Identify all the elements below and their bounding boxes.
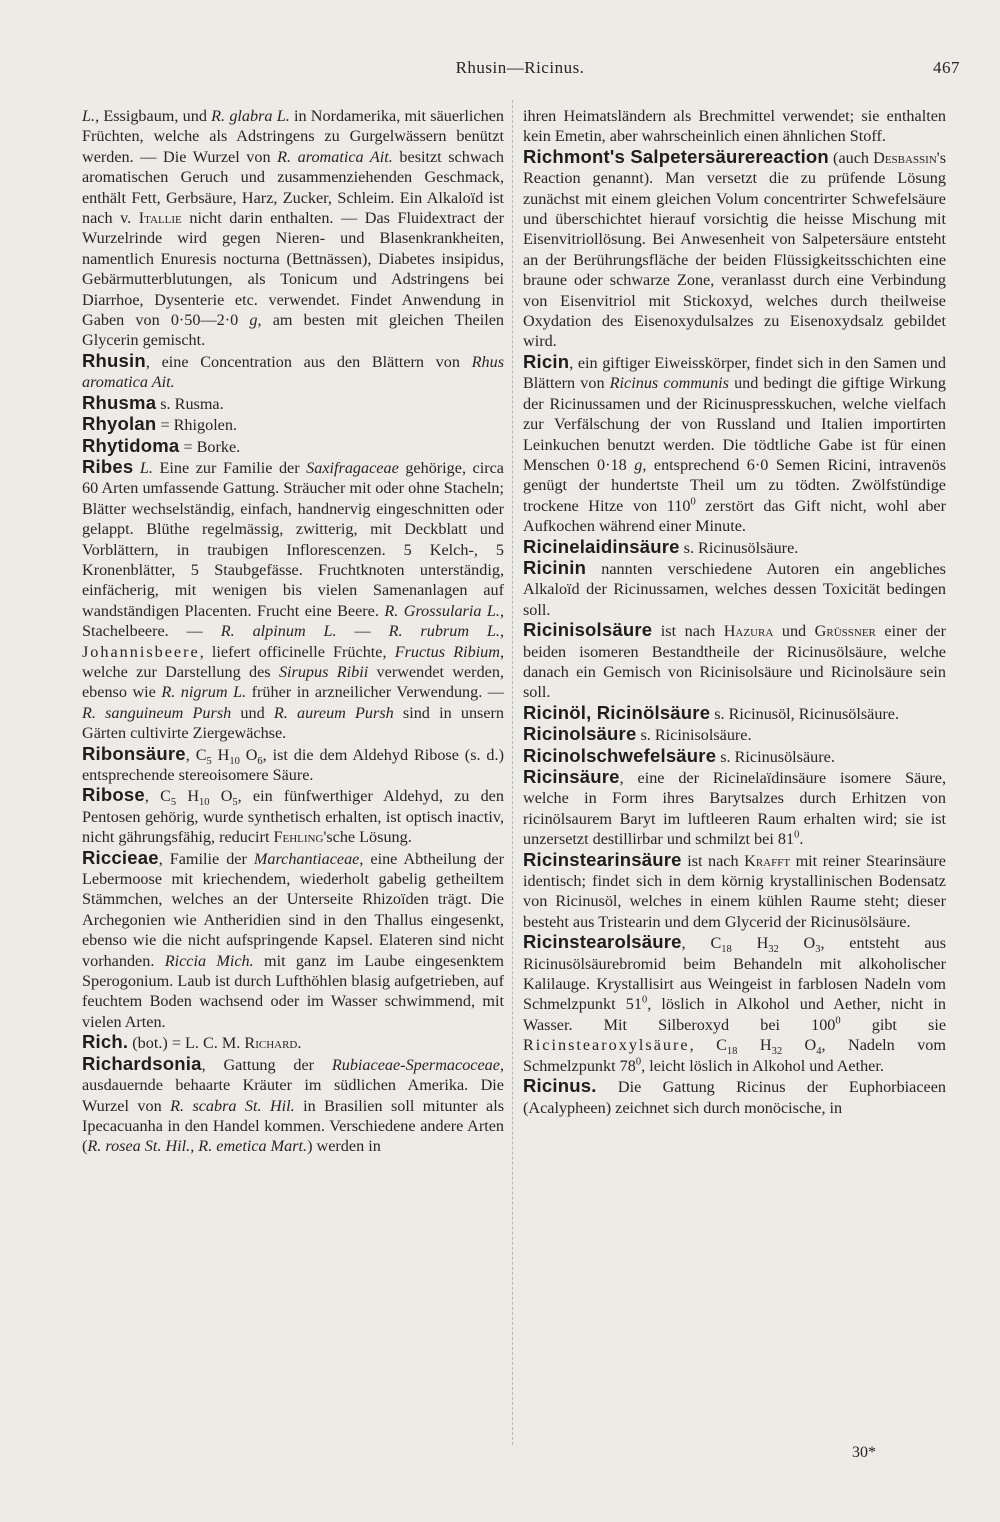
headword: Ricinstearinsäure [523, 848, 682, 870]
entry-ricinus: Ricinus. Die Gattung Ricinus der Euphorbiaceen (Acalypheen) zeichnet sich durch monöcische, in [523, 1075, 946, 1117]
entry-ribose: Ribose, $C_5$ $H_{10}$ $O_5$, ein fünfwerthiger Aldehyd, zu den Pentosen gehörig, wurde synthetisch erhalten, ist optisch inactiv, nicht gährungsfähig, reducirt Fehling'sche Lösung. [82, 784, 504, 847]
headword: Ribose [82, 784, 145, 806]
entry-rhytidoma: Rhytidoma = Borke. [82, 434, 241, 456]
headword: Rhusma [82, 391, 157, 413]
entry-ricinin: Ricinin nannten verschiedene Autoren ein angebliches Alkaloïd der Ricinussamen, welches dessen Toxicität bedingen soll. [523, 556, 946, 619]
right-column [523, 106, 946, 1118]
entry-continuation-richardsonia: ihren Heimatsländern als Brechmittel verwendet; sie enthalten kein Emetin, aber wahrscheinlich einen ähnlichen Stoff. [523, 107, 946, 146]
headword: Rhyolan [82, 413, 157, 435]
page-number: 467 [933, 58, 960, 77]
running-title: Rhusin—Ricinus. [455, 58, 585, 77]
entry-richmont: Richmont's Salpetersäurereaction (auch Desbassin's Reaction genannt). Man versetzt die zu prüfende Lösung zunächst mit einem gleichen Volum concentrirter Schwefelsäure und überschichtet hierauf vorsichtig die heisse Mischung mit Eisenvitriollösung. Bei Anwesenheit von Salpetersäure entsteht an der Berührungsfläche der beiden Flüssigkeitsschichten eine braune oder schwarze Zone, veranlasst durch eine Verbindung von Eisenvitriol mit Stickoxyd, welches durch theilweise Oxydation des Eisenoxydulsalzes zu Eisenoxydsalz gebildet wird. [523, 145, 946, 351]
column-divider [512, 100, 513, 1445]
headword: Ricin [523, 350, 570, 372]
entry-ribes: Ribes L. Eine zur Familie der Saxifragaceae gehörige, circa 60 Arten umfassende Gattung. Sträucher mit oder ohne Stacheln; Blätter wechselständig, einfach, handnervig eingeschnitten oder gelappt. Blüthe regelmässig, zwitterig, mit Deckblatt und Vorblättern, in traubigen Inflorescenzen. 5 Kelch-, 5 Kronenblätter, 5 Staubgefässe. Fruchtknoten unterständig, einfächerig, mit wenigen bis vielen Samenanlagen auf wandständigen Placenten. Frucht eine Beere. R. Grossularia L., Stachelbeere. — R. alpinum L. — R. rubrum L., Johannisbeere, liefert officinelle Früchte, Fructus Ribium, welche zur Darstellung des Sirupus Ribii verwendet werden, ebenso wie R. nigrum L. früher in arzneilicher Verwendung. — R. sanguineum Pursh und R. aureum Pursh sind in unsern Gärten cultivirte Ziergewächse. [82, 455, 505, 743]
headword: Ricinsäure [523, 766, 620, 787]
entry-ricinstearinsaeure: Ricinstearinsäure ist nach Krafft mit reiner Stearinsäure identisch; findet sich in dem körnig krystallinischen Bodensatz von Ricinusöl, welches in einem kühlen Raume steht; dieser besteht aus Tristearin und dem Glycerid der Ricinusölsäure. [523, 848, 946, 931]
entry-ribonsaeure: Ribonsäure, $C_5$ $H_{10}$ $O_6$, ist die dem Aldehyd Ribose (s. d.) entsprechende stereoisomere Säure. [82, 742, 504, 784]
entry-ricinelaidinsaeure: Ricinelaidinsäure s. Ricinusölsäure. [523, 535, 799, 557]
entry-rhyolan: Rhyolan = Rhigolen. [82, 413, 238, 435]
entry-ricinolschwefelsaeure: Ricinolschwefelsäure s. Ricinusölsäure. [523, 744, 835, 766]
page-signature: 30* [852, 1444, 876, 1461]
headword: Ricinstearolsäure [523, 931, 682, 953]
entry-ricinisolsaeure: Ricinisolsäure ist nach Hazura und Grüssner einer der beiden isomeren Bestandtheile der Ricinusölsäure, welche danach ein Gemisch von Ricinisolsäure und Ricinolsäure sein soll. [523, 619, 946, 702]
left-column [82, 106, 504, 1157]
headword: Richmont's Salpetersäurereaction [523, 145, 829, 167]
headword: Ribonsäure [82, 742, 186, 764]
headword: Richardsonia [82, 1052, 202, 1074]
headword: Rhusin [82, 349, 146, 371]
entry-continuation-rhus: L., Essigbaum, und R. glabra L. in Nordamerika, mit säuerlichen Früchten, welche als Adstringens zu Gurgelwässern benützt werden. — Die Wurzel von R. aromatica Ait. besitzt schwach aromatischen Geruch und zusammenziehenden Geschmack, enthält Fett, Gerbsäure, Harz, Zucker, Schleim. Ein Alkaloïd ist nach v. Itallie nicht darin enthalten. — Das Fluidextract der Wurzelrinde wird gegen Nieren- und Blasenkrankheiten, namentlich Enuresis nocturna (Bettnässen), Diabetes insipidus, Gebärmutterblutungen, als Tonicum und Adstringens bei Diarrhoe, Dysenterie etc. verwendet. Findet Anwendung in Gaben von 0·50—2·0 g, am besten mit gleichen Theilen Glycerin gemischt. [82, 107, 504, 350]
headword: Ricinöl, Ricinölsäure [523, 701, 711, 723]
headword: Rich. [82, 1031, 129, 1053]
entry-rhusin: Rhusin, eine Concentration aus den Blättern von Rhus aromatica Ait. [82, 349, 504, 392]
entry-ricin: Ricin, ein giftiger Eiweisskörper, findet sich in den Samen und Blättern von Ricinus communis und bedingt die giftige Wirkung der Ricinussamen und der Ricinuspresskuchen, welche vielfach zur Verfälschung der von Russland und Italien importirten Leinkuchen benutzt werden. Die tödtliche Gabe ist für einen Menschen 0·18 g, entsprechend 6·0 Semen Ricini, intravenös genügt der hundertste Theil um zu tödten. Zwölfstündige trockene Hitze von $110^0$ zerstört das Gift nicht, wohl aber Aufkochen während einer Minute. [523, 350, 947, 536]
entry-riccieae: Riccieae, Familie der Marchantiaceae, eine Abtheilung der Lebermoose mit kriechendem, wiederholt gabelig getheiltem Stämmchen, welches an der Unterseite Rhizoïden trägt. Die Archegonien wie Antheridien sind in den Thallus eingesenkt, ebenso wie die nicht aufspringende Kapsel. Elateren sind nicht vorhanden. Riccia Mich. mit ganz im Laube eingesenktem Sperogonium. Laub ist durch Lufthöhlen blasig aufgetrieben, auf feuchtem Boden wachsend oder im Wasser schwimmend, mit vielen Arten. [82, 846, 504, 1031]
entry-rhusma: Rhusma s. Rusma. [82, 391, 224, 413]
entry-ricinoel: Ricinöl, Ricinölsäure s. Ricinusöl, Ricinusölsäure. [523, 701, 900, 723]
entry-richardsonia: Richardsonia, Gattung der Rubiaceae-Spermacoceae, ausdauernde behaarte Kräuter im südlichen Amerika. Die Wurzel von R. scabra St. Hil. in Brasilien soll mitunter als Ipecacuanha in den Handel kommen. Verschiedene andere Arten (R. rosea St. Hil., R. emetica Mart.) werden in [82, 1052, 505, 1156]
headword: Ricinus. [523, 1075, 597, 1097]
headword: Riccieae [82, 846, 159, 868]
headword: Ricinin [523, 556, 587, 578]
headword: Ribes [82, 455, 134, 477]
headword: Rhytidoma [82, 434, 180, 456]
headword: Ricinisolsäure [523, 619, 653, 641]
headword: Ricinolschwefelsäure [523, 744, 717, 766]
headword: Ricinelaidinsäure [523, 535, 680, 557]
entry-ricinsaeure: Ricinsäure, eine der Ricinelaïdinsäure isomere Säure, welche in Form ihres Barytsalzes durch Erhitzen von ricinölsaurem Baryt im luftleeren Raum erhalten wird; sie ist unzersetzt destillirbar und schmilzt bei $81^0$. [523, 766, 946, 849]
headword: Ricinolsäure [523, 723, 637, 745]
entry-ricinolsaeure: Ricinolsäure s. Ricinisolsäure. [523, 723, 752, 745]
page-header [80, 58, 960, 86]
entry-ricinstearolsaeure: Ricinstearolsäure, $C_{18}$ $H_{32}$ $O_3$, entsteht aus Ricinusölsäurebromid beim Behandeln mit alkoholischer Kalilauge. Krystallisirt aus Weingeist in farblosen Nadeln vom Schmelzpunkt $51^0$, löslich in Alkohol und Aether, nicht in Wasser. Mit Silberoxyd bei $100^0$ gibt sie Ricinstearoxylsäure, $C_{18}$ $H_{32}$ $O_4$, Nadeln vom Schmelzpunkt $78^0$, leicht löslich in Alkohol und Aether. [523, 931, 947, 1075]
entry-rich: Rich. (bot.) = L. C. M. Richard. [82, 1031, 302, 1053]
